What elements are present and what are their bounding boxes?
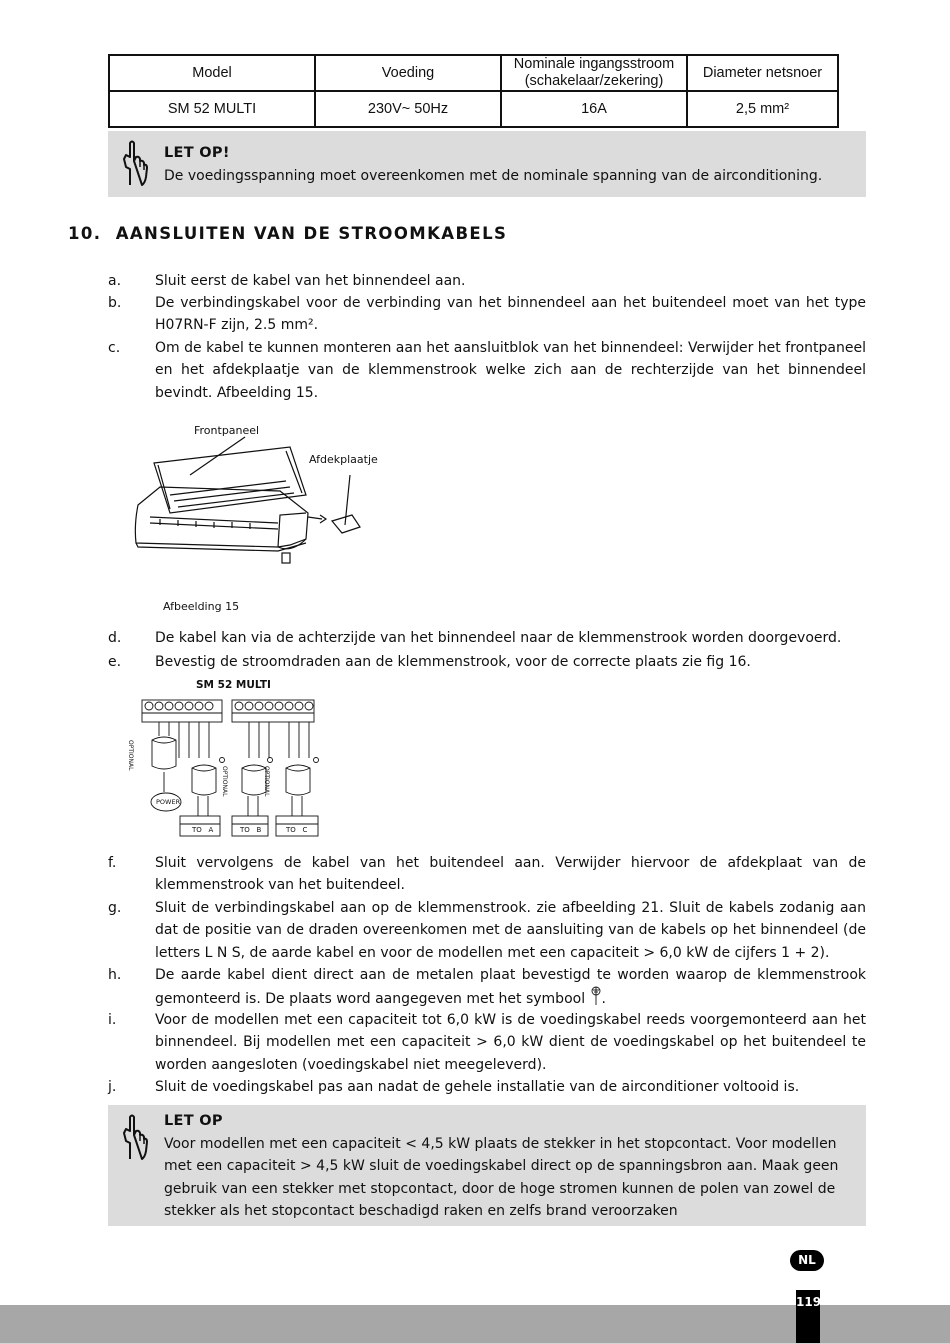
list-item: [108, 852, 866, 897]
wiring-diagram-drawing: [140, 696, 330, 838]
note-title: LET OP: [164, 1113, 223, 1129]
item-text: Sluit eerst de kabel van het binnendeel aan.: [155, 273, 466, 289]
item-key: c.: [108, 340, 121, 356]
cell-stroom: 16A: [501, 91, 687, 127]
pointing-hand-icon: [114, 1113, 154, 1165]
note-let-op-2: [108, 1105, 866, 1226]
section-heading: 10. AANSLUITEN VAN DE STROOMKABELS: [68, 224, 508, 243]
figure16-title: SM 52 MULTI: [196, 679, 271, 691]
item-key: f.: [108, 855, 117, 871]
list-item: [108, 1076, 866, 1098]
list-item: [108, 292, 866, 337]
item-text: De aarde kabel dient direct aan de metalen plaat bevestigd te worden waarop de klemmenstrook gemonteerd is. De plaats word aangegeven met het symbool: [155, 967, 866, 1008]
item-key: i.: [108, 1012, 117, 1028]
figure-caption-15: Afbeelding 15: [163, 600, 240, 613]
list-item: [108, 1009, 866, 1076]
optional-label: OPTIONAL: [221, 766, 228, 797]
page-number: 119: [796, 1290, 820, 1343]
item-text-end: .: [601, 991, 606, 1008]
cell-model: SM 52 MULTI: [109, 91, 315, 127]
item-text: Sluit de verbindingskabel aan op de klemmenstrook. zie afbeelding 21. Sluit de kabels zodanig aan dat de positie van de draden overeenkomen met de aansluiting van de kabels op het binnendeel (de letters L N S, de aarde kabel en voor de modellen met een capaciteit > 6,0 kW de cijfers 1 + 2).: [155, 900, 866, 961]
power-label: POWER: [156, 798, 181, 806]
earth-ground-icon: [590, 986, 602, 1006]
item-key: g.: [108, 900, 122, 916]
item-key: e.: [108, 654, 122, 670]
item-key: a.: [108, 273, 122, 289]
language-badge: NL: [790, 1250, 824, 1271]
list-item: [108, 651, 866, 673]
col-header-model: Model: [109, 55, 315, 91]
col-header-ingangsstroom: Nominale ingangsstroom (schakelaar/zekering): [501, 55, 687, 91]
to-b-label: TO B: [240, 826, 262, 834]
to-c-label: TO C: [286, 826, 308, 834]
item-text: Bevestig de stroomdraden aan de klemmenstrook, voor de correcte plaats zie fig 16.: [155, 654, 751, 670]
item-text: Sluit vervolgens de kabel van het buitendeel aan. Verwijder hiervoor de afdekplaat van de klemmenstrook van het buitendeel.: [155, 855, 866, 894]
note-title: LET OP!: [164, 145, 230, 161]
note-body: Voor modellen met een capaciteit < 4,5 kW plaats de stekker in het stopcontact. Voor modellen met een capaciteit > 4,5 kW sluit de voedingskabel direct op de spanningsbron aan. Maak geen gebruik van een stekker met stopcontact, door de hoge stromen kunnen de polen van zowel de stekker als het stopcontact beschadigd raken en zelfs brand veroorzaken: [164, 1136, 839, 1220]
optional-label: OPTIONAL: [263, 766, 270, 797]
cell-diameter: 2,5 mm²: [687, 91, 838, 127]
list-item: [108, 627, 866, 649]
item-key: j.: [108, 1079, 117, 1095]
spec-table: [108, 54, 839, 128]
list-item: [108, 897, 866, 964]
item-text: Sluit de voedingskabel pas aan nadat de gehele installatie van de airconditioner voltooid is.: [155, 1079, 800, 1095]
item-text: Om de kabel te kunnen monteren aan het aansluitblok van het binnendeel: Verwijder het frontpaneel en het afdekplaatje van de klemmenstrook welke zich aan de rechterzijde van het binnendeel bevindt. Afbeelding 15.: [155, 340, 866, 401]
item-key: h.: [108, 967, 122, 983]
cell-voeding: 230V~ 50Hz: [315, 91, 501, 127]
list-item: [108, 337, 866, 404]
note-body: De voedingsspanning moet overeenkomen met de nominale spanning van de airconditioning.: [164, 168, 823, 184]
item-text: De verbindingskabel voor de verbinding van het binnendeel aan het buitendeel moet van het type H07RN-F zijn, 2.5 mm².: [155, 295, 866, 334]
item-key: d.: [108, 630, 122, 646]
col-header-voeding: Voeding: [315, 55, 501, 91]
to-a-label: TO A: [192, 826, 214, 834]
item-key: b.: [108, 295, 122, 311]
col-header-diameter: Diameter netsnoer: [687, 55, 838, 91]
pointing-hand-icon: [114, 139, 154, 191]
item-text: Voor de modellen met een capaciteit tot 6,0 kW is de voedingskabel reeds voorgemonteerd aan het binnendeel. Bij modellen met een capaciteit > 6,0 kW dient de voedingskabel op het buitendeel te worden aangesloten (voedingskabel niet meegeleverd).: [155, 1012, 866, 1073]
wiring-diagram: [127, 696, 330, 838]
indoor-unit-illustration: [130, 435, 390, 575]
note-let-op-1: [108, 131, 866, 197]
list-item: [108, 964, 866, 1011]
optional-label: OPTIONAL: [127, 740, 134, 771]
label-afdekplaatje: Afdekplaatje: [309, 453, 378, 466]
list-item: [108, 270, 866, 292]
item-text: De kabel kan via de achterzijde van het binnendeel naar de klemmenstrook worden doorgevoerd.: [155, 630, 842, 646]
label-frontpaneel: Frontpaneel: [194, 424, 260, 437]
